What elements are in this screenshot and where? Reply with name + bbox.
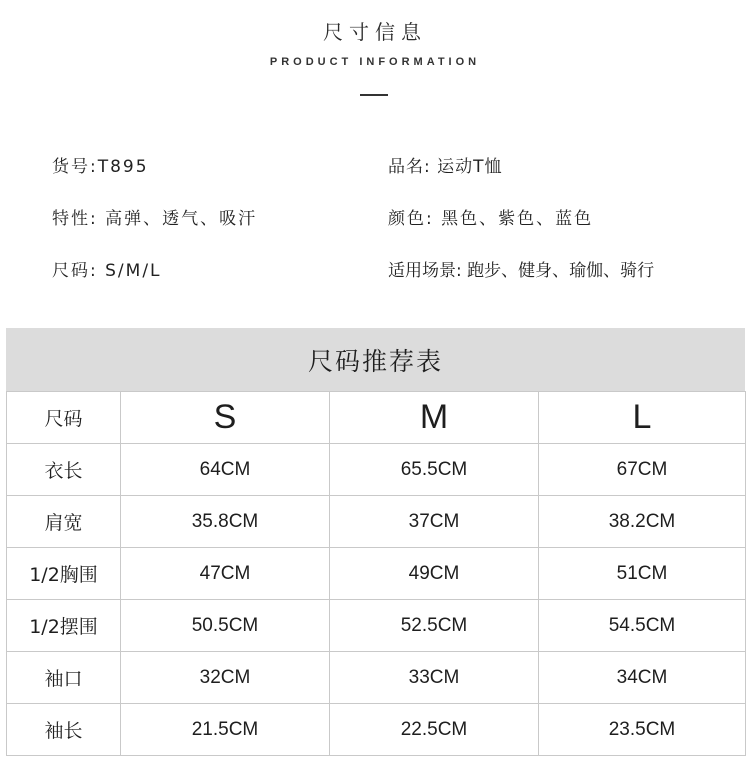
table-row [7, 600, 746, 652]
table-cell: 21.5CM [121, 704, 330, 756]
table-cell: 49CM [330, 548, 539, 600]
table-cell: 47CM [121, 548, 330, 600]
size-table-grid [6, 391, 746, 756]
table-cell: 35.8CM [121, 496, 330, 548]
header-cell-size: 尺码 [7, 392, 121, 444]
table-cell: 34CM [539, 652, 746, 704]
page-title-en: PRODUCT INFORMATION [269, 56, 481, 68]
table-cell: 32CM [121, 652, 330, 704]
table-cell: 54.5CM [539, 600, 746, 652]
table-cell: 65.5CM [330, 444, 539, 496]
table-cell: 67CM [539, 444, 746, 496]
row-label: 袖口 [7, 652, 121, 704]
header-cell-m: M [330, 392, 539, 444]
table-cell: 22.5CM [330, 704, 539, 756]
row-label: 1/2胸围 [7, 548, 121, 600]
info-item-no: 货号:T895 [52, 157, 149, 177]
table-cell: 38.2CM [539, 496, 746, 548]
title-divider [360, 94, 388, 96]
table-row [7, 652, 746, 704]
size-table [6, 328, 745, 753]
info-colors: 颜色: 黑色、紫色、蓝色 [388, 209, 594, 229]
info-scenes: 适用场景: 跑步、健身、瑜伽、骑行 [388, 261, 655, 281]
table-cell: 50.5CM [121, 600, 330, 652]
header-cell-s: S [121, 392, 330, 444]
page-title-cn: 尺寸信息 [323, 20, 427, 44]
info-sizes: 尺码: S/M/L [52, 261, 162, 281]
info-features: 特性: 高弹、透气、吸汗 [52, 209, 258, 229]
row-label: 衣长 [7, 444, 121, 496]
info-product-name: 品名: 运动T恤 [388, 157, 503, 177]
table-cell: 52.5CM [330, 600, 539, 652]
table-header-row [7, 392, 746, 444]
table-cell: 51CM [539, 548, 746, 600]
table-cell: 64CM [121, 444, 330, 496]
table-cell: 23.5CM [539, 704, 746, 756]
header-cell-l: L [539, 392, 746, 444]
table-row [7, 444, 746, 496]
table-cell: 33CM [330, 652, 539, 704]
row-label: 1/2摆围 [7, 600, 121, 652]
row-label: 肩宽 [7, 496, 121, 548]
table-row [7, 548, 746, 600]
table-cell: 37CM [330, 496, 539, 548]
table-row [7, 496, 746, 548]
row-label: 袖长 [7, 704, 121, 756]
table-row [7, 704, 746, 756]
size-table-title: 尺码推荐表 [6, 328, 745, 391]
